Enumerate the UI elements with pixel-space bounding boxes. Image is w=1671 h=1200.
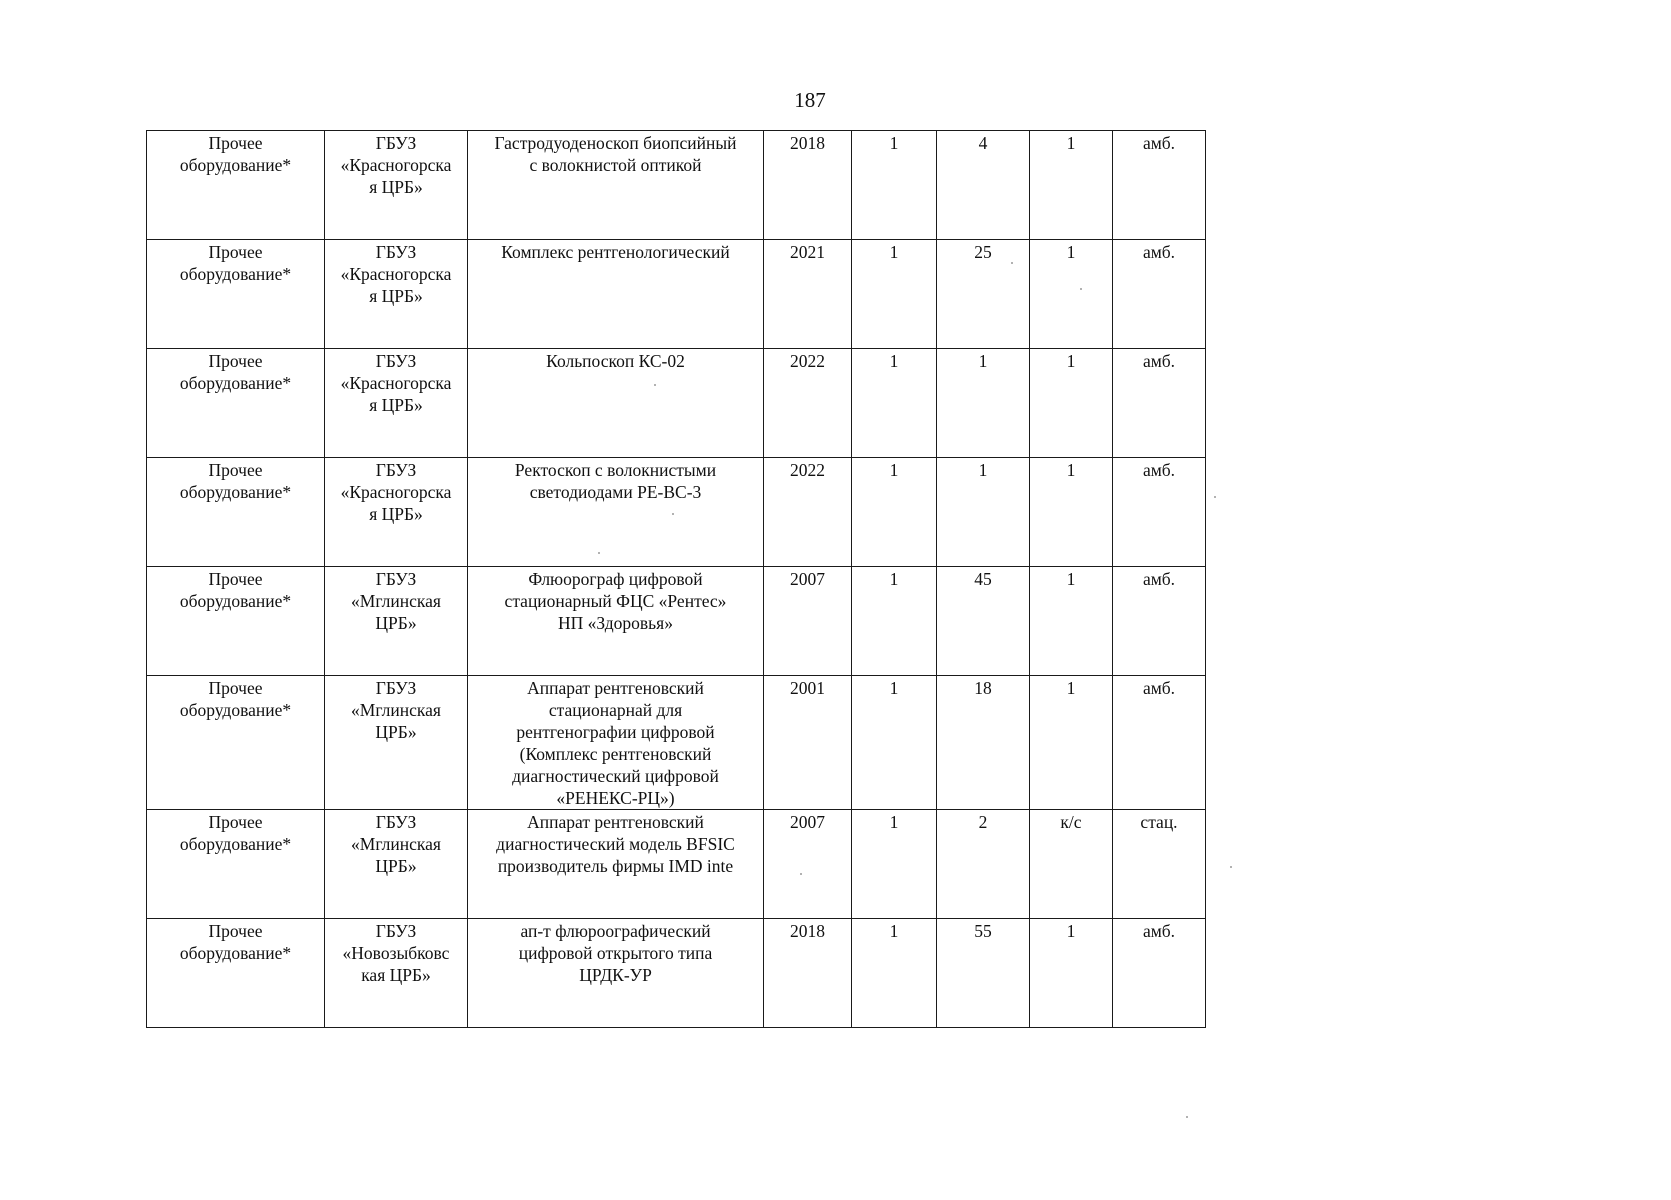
quantity-cell: 1 bbox=[852, 919, 937, 1028]
organization-line: «Красногорска bbox=[340, 482, 452, 502]
scan-speck bbox=[672, 513, 674, 515]
quantity-cell: 1 bbox=[852, 458, 937, 567]
wear-cell: 1 bbox=[937, 349, 1030, 458]
equipment-name-cell bbox=[468, 458, 764, 567]
shifts-cell: 1 bbox=[1030, 458, 1113, 567]
organization-line: ЦРБ» bbox=[375, 613, 417, 633]
category-line: Прочее bbox=[208, 460, 263, 480]
equipment-name-line: диагностический цифровой bbox=[512, 766, 719, 786]
organization-cell bbox=[325, 240, 468, 349]
quantity-cell: 1 bbox=[852, 131, 937, 240]
organization-cell bbox=[325, 676, 468, 810]
equipment-name-line: стационарный ФЦС «Рентес» bbox=[504, 591, 727, 611]
organization-line: ГБУЗ bbox=[375, 569, 417, 589]
equipment-table-body bbox=[147, 131, 1206, 1028]
equipment-name-line: Кольпоскоп КС-02 bbox=[546, 351, 685, 371]
organization-line: ГБУЗ bbox=[375, 678, 417, 698]
year-cell: 2007 bbox=[764, 810, 852, 919]
scan-speck bbox=[800, 873, 802, 875]
shifts-cell: 1 bbox=[1030, 919, 1113, 1028]
category-line: Прочее bbox=[208, 133, 263, 153]
equipment-table bbox=[146, 130, 1206, 1028]
category-line: оборудование* bbox=[179, 591, 292, 611]
year-cell: 2007 bbox=[764, 567, 852, 676]
care-type-cell: амб. bbox=[1113, 567, 1206, 676]
category-line: оборудование* bbox=[179, 943, 292, 963]
scan-speck bbox=[598, 552, 600, 554]
equipment-name-line: с волокнистой оптикой bbox=[529, 155, 702, 175]
category-cell bbox=[147, 131, 325, 240]
equipment-name-line: рентгенографии цифровой bbox=[516, 722, 715, 742]
table-row bbox=[147, 349, 1206, 458]
care-type-cell: амб. bbox=[1113, 919, 1206, 1028]
care-type-cell: амб. bbox=[1113, 458, 1206, 567]
care-type-cell: амб. bbox=[1113, 676, 1206, 810]
category-line: Прочее bbox=[208, 242, 263, 262]
organization-line: ГБУЗ bbox=[375, 921, 417, 941]
organization-line: ГБУЗ bbox=[375, 242, 417, 262]
category-cell bbox=[147, 676, 325, 810]
care-type-cell: амб. bbox=[1113, 349, 1206, 458]
category-line: Прочее bbox=[208, 569, 263, 589]
equipment-name-line: Ректоскоп с волокнистыми bbox=[514, 460, 717, 480]
organization-line: ГБУЗ bbox=[375, 133, 417, 153]
category-line: Прочее bbox=[208, 351, 263, 371]
year-cell: 2001 bbox=[764, 676, 852, 810]
quantity-cell: 1 bbox=[852, 676, 937, 810]
equipment-name-cell bbox=[468, 349, 764, 458]
wear-cell: 45 bbox=[937, 567, 1030, 676]
organization-line: ЦРБ» bbox=[375, 722, 417, 742]
category-line: Прочее bbox=[208, 812, 263, 832]
page-number: 187 bbox=[794, 88, 826, 112]
shifts-cell: 1 bbox=[1030, 349, 1113, 458]
shifts-cell: 1 bbox=[1030, 240, 1113, 349]
equipment-name-line: Аппарат рентгеновский bbox=[527, 678, 704, 698]
equipment-table-wrapper bbox=[146, 130, 1206, 1028]
table-row bbox=[147, 567, 1206, 676]
equipment-name-line: ЦРДК-УР bbox=[579, 965, 652, 985]
shifts-cell: 1 bbox=[1030, 567, 1113, 676]
year-cell: 2022 bbox=[764, 349, 852, 458]
equipment-name-line: НП «Здоровья» bbox=[558, 613, 673, 633]
organization-line: «Мглинская bbox=[351, 591, 441, 611]
wear-cell: 18 bbox=[937, 676, 1030, 810]
wear-cell: 2 bbox=[937, 810, 1030, 919]
shifts-cell: 1 bbox=[1030, 676, 1113, 810]
category-line: оборудование* bbox=[179, 834, 292, 854]
care-type-cell: стац. bbox=[1113, 810, 1206, 919]
shifts-cell: к/с bbox=[1030, 810, 1113, 919]
organization-line: ГБУЗ bbox=[375, 812, 417, 832]
organization-cell bbox=[325, 567, 468, 676]
table-row bbox=[147, 458, 1206, 567]
organization-line: «Красногорска bbox=[340, 155, 452, 175]
organization-line: «Красногорска bbox=[340, 264, 452, 284]
scan-speck bbox=[1011, 262, 1013, 264]
care-type-cell: амб. bbox=[1113, 240, 1206, 349]
organization-line: я ЦРБ» bbox=[369, 395, 423, 415]
organization-line: кая ЦРБ» bbox=[361, 965, 431, 985]
category-line: оборудование* bbox=[179, 482, 292, 502]
organization-line: ЦРБ» bbox=[375, 856, 417, 876]
organization-line: «Новозыбковс bbox=[342, 943, 450, 963]
category-cell bbox=[147, 240, 325, 349]
table-row bbox=[147, 810, 1206, 919]
category-cell bbox=[147, 567, 325, 676]
category-line: Прочее bbox=[208, 678, 263, 698]
year-cell: 2021 bbox=[764, 240, 852, 349]
organization-cell bbox=[325, 131, 468, 240]
equipment-name-cell bbox=[468, 810, 764, 919]
quantity-cell: 1 bbox=[852, 240, 937, 349]
category-line: оборудование* bbox=[179, 700, 292, 720]
organization-cell bbox=[325, 349, 468, 458]
quantity-cell: 1 bbox=[852, 349, 937, 458]
equipment-name-line: Флюорограф цифровой bbox=[528, 569, 703, 589]
organization-cell bbox=[325, 810, 468, 919]
equipment-name-line: Комплекс рентгенологический bbox=[501, 242, 730, 262]
category-cell bbox=[147, 810, 325, 919]
equipment-name-cell bbox=[468, 131, 764, 240]
shifts-cell: 1 bbox=[1030, 131, 1113, 240]
year-cell: 2018 bbox=[764, 919, 852, 1028]
equipment-name-cell bbox=[468, 676, 764, 810]
scan-speck bbox=[1080, 288, 1082, 290]
organization-line: я ЦРБ» bbox=[369, 177, 423, 197]
table-row bbox=[147, 676, 1206, 810]
equipment-name-line: (Комплекс рентгеновский bbox=[519, 744, 712, 764]
table-row bbox=[147, 919, 1206, 1028]
category-cell bbox=[147, 458, 325, 567]
equipment-name-line: «РЕНЕКС-РЦ») bbox=[556, 788, 675, 808]
organization-line: я ЦРБ» bbox=[369, 504, 423, 524]
equipment-name-cell bbox=[468, 567, 764, 676]
scan-speck bbox=[654, 384, 656, 386]
equipment-name-line: диагностический модель BFSIC bbox=[496, 834, 735, 854]
category-line: Прочее bbox=[208, 921, 263, 941]
wear-cell: 25 bbox=[937, 240, 1030, 349]
quantity-cell: 1 bbox=[852, 810, 937, 919]
wear-cell: 4 bbox=[937, 131, 1030, 240]
equipment-name-line: Аппарат рентгеновский bbox=[527, 812, 704, 832]
quantity-cell: 1 bbox=[852, 567, 937, 676]
equipment-name-line: цифровой открытого типа bbox=[518, 943, 713, 963]
organization-line: «Мглинская bbox=[351, 834, 441, 854]
table-row bbox=[147, 240, 1206, 349]
organization-line: я ЦРБ» bbox=[369, 286, 423, 306]
equipment-name-line: производитель фирмы IMD inte bbox=[497, 856, 734, 876]
organization-line: ГБУЗ bbox=[375, 351, 417, 371]
equipment-name-cell bbox=[468, 919, 764, 1028]
wear-cell: 55 bbox=[937, 919, 1030, 1028]
equipment-name-line: Гастродуоденоскоп биопсийный bbox=[494, 133, 737, 153]
category-cell bbox=[147, 349, 325, 458]
scan-speck bbox=[1214, 496, 1216, 498]
organization-line: «Мглинская bbox=[351, 700, 441, 720]
category-cell bbox=[147, 919, 325, 1028]
wear-cell: 1 bbox=[937, 458, 1030, 567]
scan-speck bbox=[1186, 1116, 1188, 1118]
scan-speck bbox=[1230, 866, 1232, 868]
equipment-name-cell bbox=[468, 240, 764, 349]
equipment-name-line: стационарнай для bbox=[548, 700, 683, 720]
table-row bbox=[147, 131, 1206, 240]
organization-cell bbox=[325, 458, 468, 567]
year-cell: 2018 bbox=[764, 131, 852, 240]
year-cell: 2022 bbox=[764, 458, 852, 567]
organization-line: ГБУЗ bbox=[375, 460, 417, 480]
category-line: оборудование* bbox=[179, 373, 292, 393]
organization-cell bbox=[325, 919, 468, 1028]
equipment-name-line: светодиодами РЕ-ВС-3 bbox=[529, 482, 702, 502]
organization-line: «Красногорска bbox=[340, 373, 452, 393]
category-line: оборудование* bbox=[179, 264, 292, 284]
equipment-name-line: ап-т флюроографический bbox=[520, 921, 711, 941]
care-type-cell: амб. bbox=[1113, 131, 1206, 240]
category-line: оборудование* bbox=[179, 155, 292, 175]
